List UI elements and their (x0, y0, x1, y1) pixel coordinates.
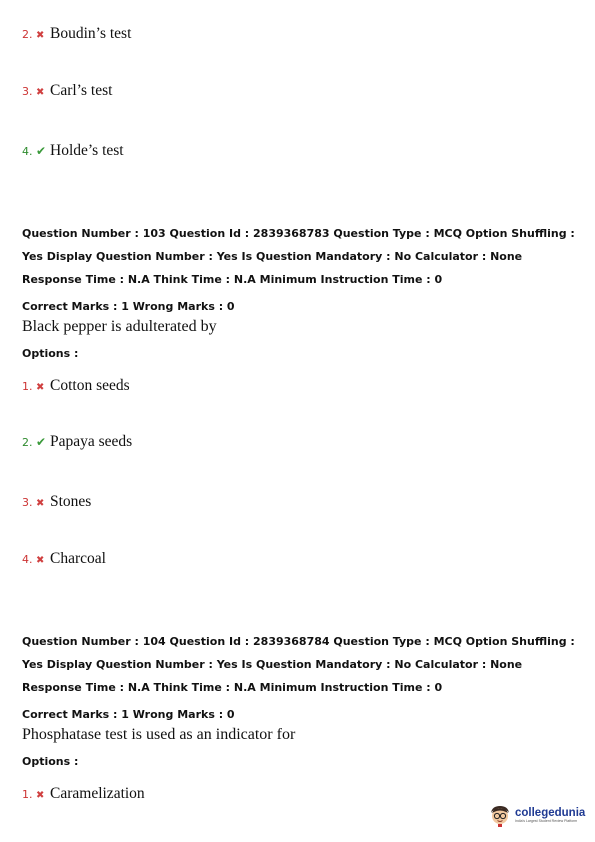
cross-icon: ✖ (36, 555, 45, 566)
question-meta: Question Number : 103 Question Id : 2839368783 Question Type : MCQ Option Shuffling : Yes Display Question Number : Yes Is Question Mandatory : No Calculator : None Response Time : N.A Think Time : N.A Minimum Instruction Time : 0 (22, 227, 575, 286)
option-number: 4. (22, 553, 33, 566)
option-text: Boudin’s test (50, 25, 132, 42)
check-icon: ✔ (36, 435, 47, 449)
options-label: Options : (22, 755, 79, 768)
option-number: 1. (22, 788, 33, 801)
option-item (22, 82, 112, 100)
option-item (22, 785, 145, 803)
cross-icon: ✖ (36, 87, 45, 98)
option-number: 2. (22, 436, 33, 449)
option-text: Holde’s test (50, 142, 124, 159)
check-icon: ✔ (36, 144, 47, 158)
options-label: Options : (22, 347, 79, 360)
cross-icon: ✖ (36, 498, 45, 509)
option-number: 1. (22, 380, 33, 393)
question-text: Black pepper is adulterated by (22, 318, 217, 335)
option-text: Papaya seeds (50, 433, 133, 450)
logo-name: collegedunia (515, 806, 586, 819)
option-number: 3. (22, 85, 33, 98)
logo-tagline: India's Largest Student Review Platform (515, 818, 578, 823)
cross-icon: ✖ (36, 790, 45, 801)
cross-icon: ✖ (36, 382, 45, 393)
option-item (22, 550, 106, 568)
option-text: Cotton seeds (50, 377, 130, 394)
mascot-icon (488, 803, 512, 827)
collegedunia-logo (488, 800, 588, 830)
question-marks: Correct Marks : 1 Wrong Marks : 0 (22, 708, 235, 721)
option-text: Charcoal (50, 550, 106, 567)
cross-icon: ✖ (36, 30, 45, 41)
option-number: 4. (22, 145, 33, 158)
option-text: Stones (50, 493, 92, 510)
option-item (22, 377, 130, 395)
option-item (22, 142, 124, 160)
option-item (22, 493, 91, 511)
option-item (22, 25, 131, 43)
question-text: Phosphatase test is used as an indicator for (22, 726, 296, 743)
option-text: Carl’s test (50, 82, 113, 99)
option-item (22, 433, 132, 451)
option-number: 2. (22, 28, 33, 41)
option-number: 3. (22, 496, 33, 509)
option-text: Caramelization (50, 785, 145, 802)
question-marks: Correct Marks : 1 Wrong Marks : 0 (22, 300, 235, 313)
question-meta: Question Number : 104 Question Id : 2839368784 Question Type : MCQ Option Shuffling : Yes Display Question Number : Yes Is Question Mandatory : No Calculator : None Response Time : N.A Think Time : N.A Minimum Instruction Time : 0 (22, 635, 575, 694)
